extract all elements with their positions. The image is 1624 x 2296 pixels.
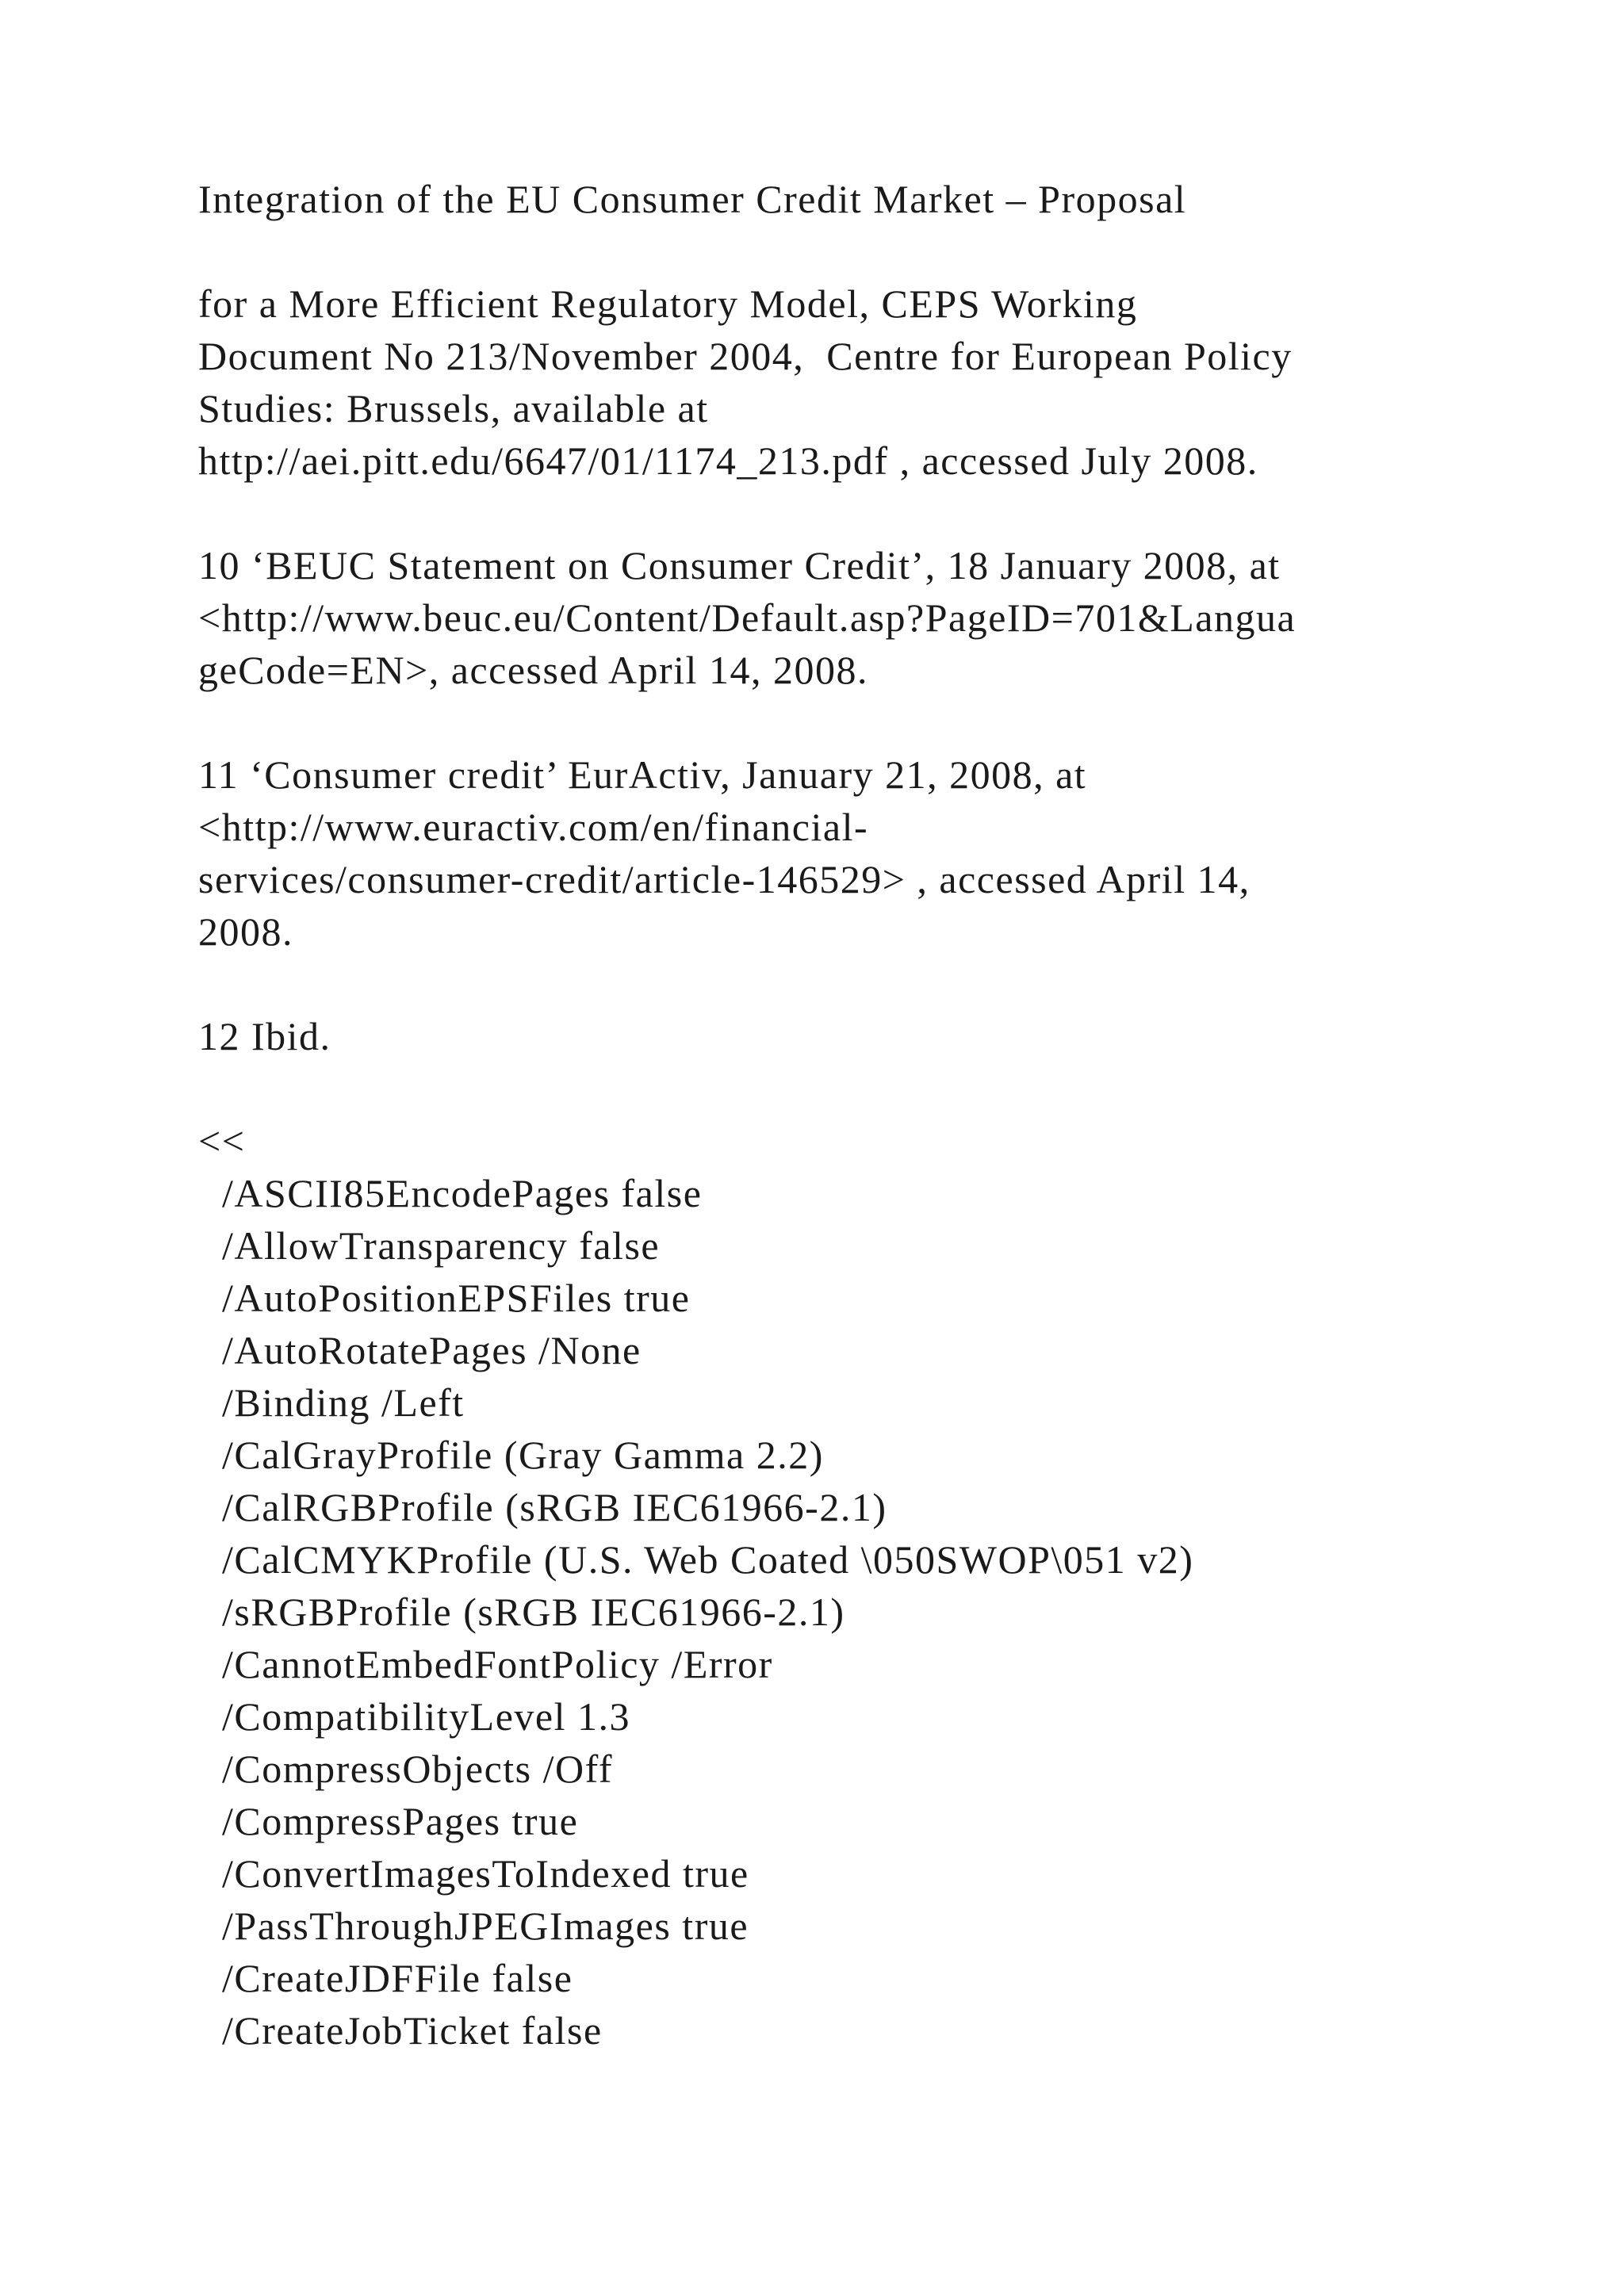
dictionary-entry: /CalGrayProfile (Gray Gamma 2.2) [222,1433,824,1477]
reference-11-line-1: 11 ‘Consumer credit’ EurActiv, January 21, 2008, at [198,752,1087,797]
reference-10-url: <http://www.beuc.eu/Content/Default.asp?PageID=701&Langua [198,595,1297,640]
dictionary-entry: /CompressObjects /Off [222,1747,614,1791]
reference-9-line-3: Studies: Brussels, available at [198,386,709,430]
reference-11-line-4: 2008. [198,909,293,954]
paragraph-gap [198,225,1467,277]
reference-11 [198,748,1467,958]
dictionary-entry: /PassThroughJPEGImages true [222,1904,749,1948]
dictionary-entry: /ASCII85EncodePages false [222,1171,703,1215]
dictionary-entry: /AutoRotatePages /None [222,1328,642,1372]
document-title-line: Integration of the EU Consumer Credit Market – Proposal [198,177,1187,221]
dictionary-entry: /CreateJobTicket false [222,2008,603,2053]
reference-9-line-2: Document No 213/November 2004, Centre for European Policy [198,334,1293,378]
reference-10 [198,539,1467,696]
dictionary-entry: /AutoPositionEPSFiles true [222,1276,691,1320]
pdf-settings-dictionary [198,1115,1467,2057]
reference-10-line-3: geCode=EN>, accessed April 14, 2008. [198,648,868,692]
paragraph-gap [198,1062,1467,1115]
dictionary-entry: /ConvertImagesToIndexed true [222,1851,749,1896]
dictionary-entry: /AllowTransparency false [222,1223,661,1268]
dictionary-entry: /CreateJDFFile false [222,1956,573,2000]
reference-10-line-1: 10 ‘BEUC Statement on Consumer Credit’, 18 January 2008, at [198,543,1281,587]
reference-9-url: http://aei.pitt.edu/6647/01/1174_213.pdf , accessed July 2008. [198,438,1258,483]
dictionary-entry: /Binding /Left [222,1380,465,1425]
reference-11-url-part-1: <http://www.euractiv.com/en/financial- [198,805,869,849]
document-page [198,173,1467,2057]
dictionary-entry: /CalCMYKProfile (U.S. Web Coated \050SWOP\051 v2) [222,1537,1194,1582]
paragraph-gap [198,487,1467,539]
reference-12: 12 Ibid. [198,1014,331,1058]
reference-11-url-part-2: services/consumer-credit/article-146529> , accessed April 14, [198,857,1251,901]
dictionary-open-marker: << [198,1119,246,1163]
reference-9-line-1: for a More Efficient Regulatory Model, CEPS Working [198,281,1138,326]
reference-9 [198,277,1467,487]
paragraph-gap [198,696,1467,748]
dictionary-entry: /CompatibilityLevel 1.3 [222,1694,630,1739]
dictionary-entry: /CannotEmbedFontPolicy /Error [222,1642,773,1686]
dictionary-entry: /CompressPages true [222,1799,579,1843]
dictionary-entry: /CalRGBProfile (sRGB IEC61966-2.1) [222,1485,887,1529]
dictionary-entry: /sRGBProfile (sRGB IEC61966-2.1) [222,1590,845,1634]
paragraph-gap [198,958,1467,1010]
